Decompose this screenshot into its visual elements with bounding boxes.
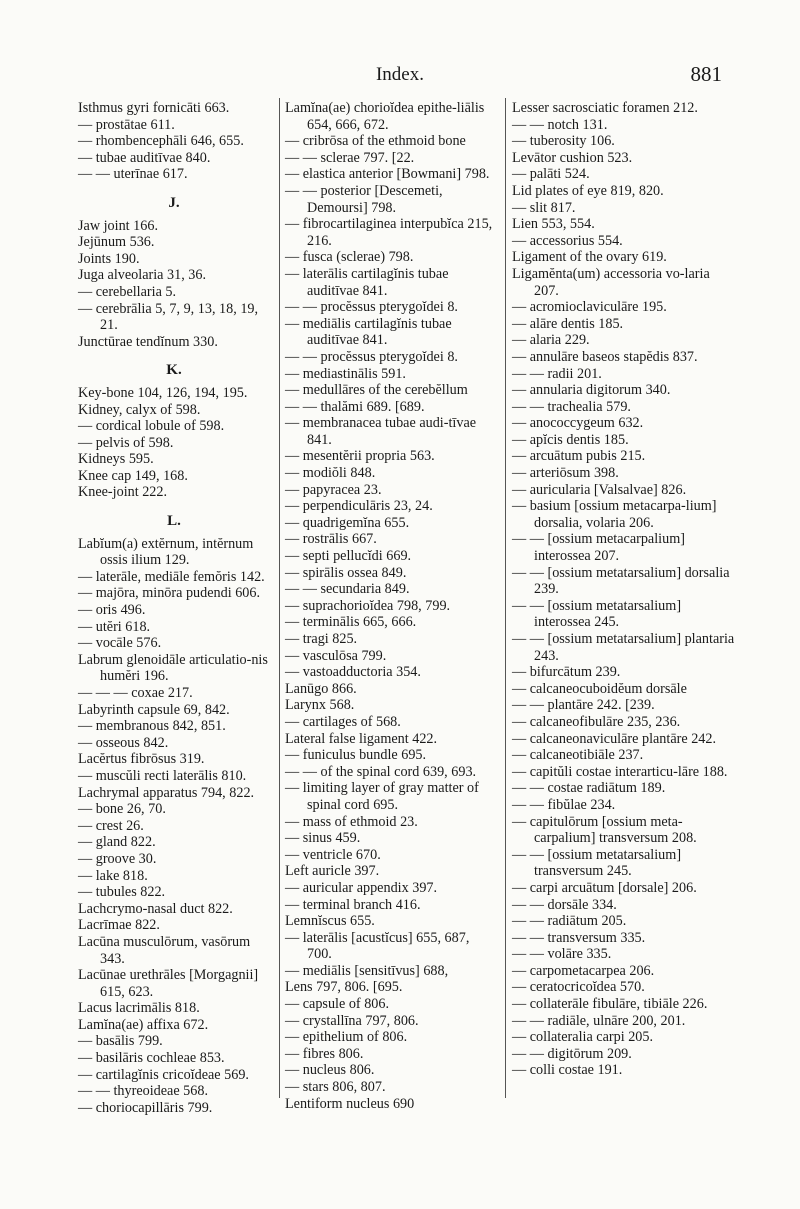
- index-entry: — osseous 842.: [78, 734, 169, 751]
- index-entry: — — sclerae 797. [22.: [285, 149, 415, 166]
- index-entry: — mediālis cartilagĭnis tubae auditīvae 841.: [285, 315, 452, 349]
- index-entry: — — [ossium metatarsalium] transversum 245.: [512, 846, 682, 880]
- index-entry: — rostrālis 667.: [285, 531, 377, 548]
- index-entry: — — plantāre 242. [239.: [512, 697, 655, 714]
- index-entry: — laterālis cartilagĭnis tubae auditīvae 841.: [285, 265, 449, 299]
- index-entry: — oris 496.: [78, 602, 146, 619]
- index-entry: — ventricle 670.: [285, 846, 381, 863]
- index-entry: Lacus lacrimālis 818.: [78, 1000, 200, 1017]
- index-entry: Labrum glenoidāle articulatio-nis humĕri 196.: [78, 651, 268, 685]
- index-entry: — — procĕssus pterygoĭdei 8.: [285, 348, 458, 365]
- index-entry: — basium [ossium metacarpa-lium] dorsalia, volaria 206.: [512, 498, 717, 531]
- index-entry: — — radii 201.: [512, 365, 602, 382]
- index-entry: — laterāle, mediāle femŏris 142.: [78, 568, 265, 585]
- index-entry: — fibrocartilaginea interpubĭca 215, 216.: [285, 216, 493, 249]
- index-entry: Lemnĭscus 655.: [285, 913, 375, 930]
- column-divider: [279, 98, 280, 1098]
- index-entry: Jaw joint 166.: [78, 217, 158, 234]
- index-entry: — capsule of 806.: [285, 996, 390, 1013]
- index-entry: — — [ossium metatarsalium] plantaria 243.: [512, 631, 735, 664]
- index-entry: — papyracea 23.: [285, 481, 382, 498]
- index-entry: — cerebrālia 5, 7, 9, 13, 18, 19, 21.: [78, 300, 259, 334]
- section-letter: L.: [167, 513, 181, 530]
- index-entry: — collateralia carpi 205.: [512, 1029, 654, 1046]
- index-entry: — — radiātum 205.: [512, 913, 627, 930]
- index-entry: — apĭcis dentis 185.: [512, 431, 629, 448]
- page-header: [0, 62, 800, 90]
- index-entry: Lateral false ligament 422.: [285, 730, 438, 747]
- section-letter: K.: [166, 362, 182, 379]
- page-title: Index.: [375, 64, 424, 85]
- index-entry: — mediālis [sensitīvus] 688,: [285, 962, 449, 979]
- index-entry: — palāti 524.: [512, 166, 590, 183]
- index-entry: Left auricle 397.: [285, 863, 380, 880]
- index-entry: — prostātae 611.: [78, 116, 175, 133]
- index-entry: Lamĭna(ae) chorioĭdea epithe-liālis 654, 666, 672.: [285, 100, 485, 133]
- index-entry: Junctūrae tendĭnum 330.: [78, 333, 218, 350]
- index-entry: — — fibŭlae 234.: [512, 796, 616, 813]
- index-entry: — — uterīnae 617.: [78, 166, 188, 183]
- index-entry: — bone 26, 70.: [78, 801, 166, 818]
- index-entry: Lanūgo 866.: [285, 680, 357, 697]
- index-entry: — utĕri 618.: [78, 618, 151, 635]
- index-entry: Lamĭna(ae) affixa 672.: [78, 1016, 209, 1033]
- index-entry: — cartilagĭnis cricoĭdeae 569.: [78, 1066, 249, 1083]
- index-entry: — annulāre baseos stapĕdis 837.: [512, 348, 698, 365]
- index-entry: — alaria 229.: [512, 332, 590, 349]
- index-entry: — quadrigemĭna 655.: [285, 514, 410, 531]
- index-entry: — annularia digitorum 340.: [512, 382, 671, 399]
- index-entry: — calcaneotibiāle 237.: [512, 747, 644, 764]
- index-entry: — vocāle 576.: [78, 635, 162, 652]
- index-entry: — — costae radiātum 189.: [512, 780, 666, 797]
- index-entry: — elastica anterior [Bowmani] 798.: [285, 166, 490, 183]
- index-entry: — alāre dentis 185.: [512, 315, 624, 332]
- index-entry: Labĭum(a) extĕrnum, intĕrnum ossis ilium 129.: [78, 535, 254, 569]
- index-entry: — crest 26.: [78, 817, 144, 834]
- index-entry: — pelvis of 598.: [78, 434, 174, 451]
- index-entry: Lid plates of eye 819, 820.: [512, 182, 664, 199]
- index-entry: Ligament of the ovary 619.: [512, 249, 667, 266]
- index-entry: Lacĕrtus fibrōsus 319.: [78, 751, 205, 768]
- index-entry: — lake 818.: [78, 867, 148, 884]
- index-entry: — carpometacarpea 206.: [512, 962, 655, 979]
- index-entry: — slit 817.: [512, 199, 576, 216]
- index-entry: Kidneys 595.: [78, 451, 154, 468]
- index-entry: Knee cap 149, 168.: [78, 467, 188, 484]
- index-entry: — — [ossium metatarsalium] dorsalia 239.: [512, 564, 730, 598]
- index-entry: — arteriōsum 398.: [512, 465, 619, 482]
- index-entry: Lentiform nucleus 690: [285, 1095, 415, 1112]
- index-entry: — — digitōrum 209.: [512, 1045, 632, 1062]
- index-entry: — membranous 842, 851.: [78, 718, 226, 735]
- index-entry: — auricular appendix 397.: [285, 879, 438, 896]
- page-number: 881: [690, 62, 722, 86]
- index-entry: Kidney, calyx of 598.: [78, 401, 201, 418]
- index-entry: — — [ossium metatarsalium] interossea 245.: [512, 597, 682, 631]
- index-entry: — auricularia [Valsalvae] 826.: [512, 481, 687, 498]
- index-entry: — colli costae 191.: [512, 1062, 623, 1079]
- index-entry: Lacrīmae 822.: [78, 917, 160, 934]
- index-entry: — tubules 822.: [78, 884, 166, 901]
- index-entry: Juga alveolaria 31, 36.: [78, 267, 207, 284]
- column-divider: [505, 98, 506, 1098]
- index-entry: Lacūna musculōrum, vasōrum 343.: [78, 933, 251, 967]
- index-entry: — vastoadductoria 354.: [285, 664, 421, 681]
- index-entry: — calcaneofibulāre 235, 236.: [512, 713, 681, 730]
- index-entry: — epithelium of 806.: [285, 1029, 408, 1046]
- index-entry: — funiculus bundle 695.: [285, 747, 427, 764]
- index-entry: — — secundaria 849.: [285, 581, 410, 598]
- index-entry: — tubae auditīvae 840.: [78, 149, 211, 166]
- index-entry: — cordical lobule of 598.: [78, 418, 225, 435]
- index-entry: Levātor cushion 523.: [512, 149, 633, 166]
- index-entry: — modiŏli 848.: [285, 465, 376, 482]
- index-entry: Ligamĕnta(um) accessoria vo-laria 207.: [512, 265, 710, 299]
- index-entry: — septi pellucĭdi 669.: [285, 548, 412, 565]
- index-entry: Isthmus gyri fornicāti 663.: [78, 100, 230, 116]
- index-entry: — — volāre 335.: [512, 946, 612, 963]
- index-entry: — terminālis 665, 666.: [285, 614, 417, 631]
- index-entry: Larynx 568.: [285, 697, 355, 714]
- index-entry: — — trachealia 579.: [512, 398, 631, 415]
- index-entry: Lens 797, 806. [695.: [285, 979, 403, 996]
- index-entry: Joints 190.: [78, 250, 140, 267]
- index-entry: — stars 806, 807.: [285, 1079, 386, 1096]
- index-entry: — mediastinālis 591.: [285, 365, 406, 382]
- index-entry: Lachcrymo-nasal duct 822.: [78, 900, 233, 917]
- index-entry: — gland 822.: [78, 834, 156, 851]
- index-entry: — — posterior [Descemeti, Demoursi] 798.: [285, 182, 443, 216]
- index-entry: — — procĕssus pterygoĭdei 8.: [285, 299, 458, 316]
- index-entry: — rhombencephāli 646, 655.: [78, 133, 244, 150]
- index-entry: — capitulōrum [ossium meta-carpalium] transversum 208.: [512, 813, 697, 847]
- index-entry: — bifurcātum 239.: [512, 664, 621, 681]
- index-entry: — — [ossium metacarpalium] interossea 207.: [512, 531, 685, 565]
- index-entry: — calcaneonaviculāre plantāre 242.: [512, 730, 717, 747]
- index-entry: — — radiāle, ulnāre 200, 201.: [512, 1012, 686, 1029]
- index-entry: — mesentĕrii propria 563.: [285, 448, 435, 465]
- index-entry: Labyrinth capsule 69, 842.: [78, 701, 230, 718]
- index-entry: — accessorius 554.: [512, 232, 623, 249]
- index-entry: Knee-joint 222.: [78, 484, 168, 501]
- index-entry: — medullāres of the cerebĕllum: [285, 382, 468, 399]
- index-entry: — perpendiculāris 23, 24.: [285, 498, 433, 515]
- index-column-2: [285, 100, 497, 1112]
- index-entry: — — of the spinal cord 639, 693.: [285, 763, 477, 780]
- index-entry: — terminal branch 416.: [285, 896, 421, 913]
- index-entry: — — thyreoideae 568.: [78, 1083, 209, 1100]
- index-entry: — vasculōsa 799.: [285, 647, 387, 664]
- index-entry: — arcuātum pubis 215.: [512, 448, 646, 465]
- index-entry: — calcaneocuboidĕum dorsāle: [512, 680, 687, 697]
- index-column-1: [78, 100, 270, 1116]
- index-entry: — collaterāle fibulāre, tibiāle 226.: [512, 996, 708, 1013]
- index-entry: — — transversum 335.: [512, 929, 646, 946]
- index-entry: Lien 553, 554.: [512, 216, 595, 233]
- index-entry: — basilāris cochleae 853.: [78, 1050, 225, 1067]
- index-entry: — tuberosity 106.: [512, 133, 615, 150]
- index-entry: — mass of ethmoid 23.: [285, 813, 418, 830]
- index-entry: — basālis 799.: [78, 1033, 163, 1050]
- index-entry: — acromioclaviculāre 195.: [512, 299, 667, 316]
- index-entry: — tragi 825.: [285, 631, 358, 647]
- index-entry: — suprachorioĭdea 798, 799.: [285, 597, 451, 614]
- index-entry: — fibres 806.: [285, 1045, 364, 1062]
- index-entry: — fusca (sclerae) 798.: [285, 249, 414, 266]
- index-entry: — anococcygeum 632.: [512, 415, 644, 432]
- index-entry: — membranacea tubae audi-tīvae 841.: [285, 415, 477, 448]
- index-entry: — spirālis ossea 849.: [285, 564, 407, 581]
- index-entry: — cerebellaria 5.: [78, 283, 177, 300]
- index-entry: — majōra, minōra pudendi 606.: [78, 585, 261, 602]
- index-entry: — — dorsāle 334.: [512, 896, 617, 913]
- index-entry: — ceratocricoĭdea 570.: [512, 979, 645, 996]
- index-entry: Lacūnae urethrāles [Morgagnii] 615, 623.: [78, 967, 259, 1000]
- index-entry: — carpi arcuātum [dorsale] 206.: [512, 879, 697, 896]
- index-entry: — crystallīna 797, 806.: [285, 1012, 419, 1029]
- index-entry: — limiting layer of gray matter of spinal cord 695.: [285, 780, 479, 813]
- index-entry: — cribrōsa of the ethmoid bone: [285, 133, 466, 150]
- index-entry: — sinus 459.: [285, 830, 361, 847]
- section-letter: J.: [168, 194, 180, 211]
- index-entry: Lachrymal apparatus 794, 822.: [78, 784, 255, 801]
- index-entry: — — notch 131.: [512, 116, 608, 133]
- index-entry: Key-bone 104, 126, 194, 195.: [78, 384, 248, 401]
- index-entry: — capitŭli costae interarticu-lāre 188.: [512, 763, 728, 780]
- index-entry: — laterālis [acustĭcus] 655, 687, 700.: [285, 929, 470, 963]
- index-entry: Jejūnum 536.: [78, 234, 155, 251]
- index-entry: — — — coxae 217.: [78, 685, 193, 701]
- index-entry: — nucleus 806.: [285, 1062, 375, 1079]
- index-entry: — — thalămi 689. [689.: [285, 398, 425, 415]
- index-entry: — groove 30.: [78, 850, 157, 867]
- index-entry: — muscŭli recti laterālis 810.: [78, 767, 247, 784]
- index-entry: Lesser sacrosciatic foramen 212.: [512, 100, 698, 116]
- index-entry: — cartilages of 568.: [285, 713, 401, 730]
- index-entry: — choriocapillāris 799.: [78, 1099, 213, 1116]
- index-column-3: [512, 100, 738, 1079]
